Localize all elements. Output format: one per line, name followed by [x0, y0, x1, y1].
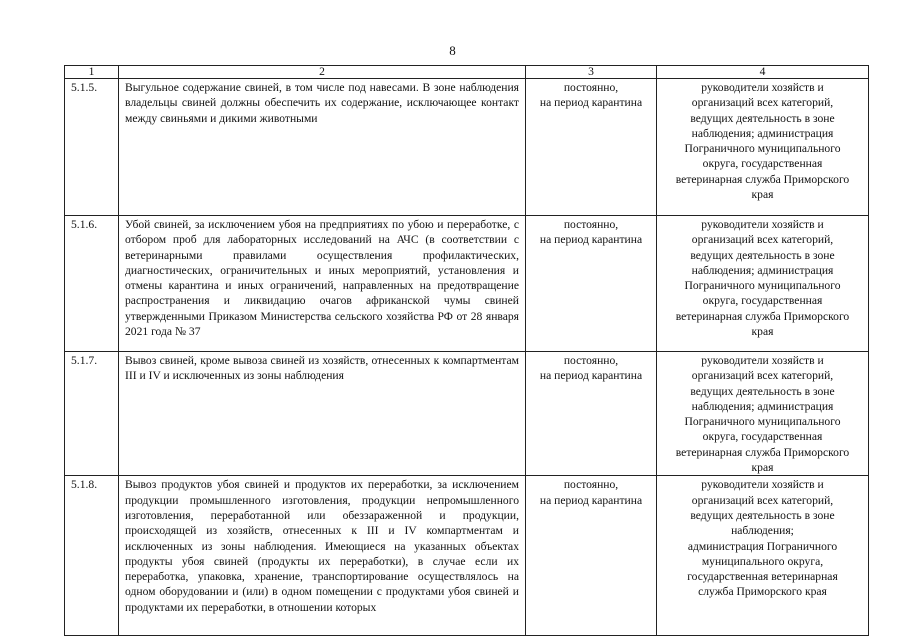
responsible-line: края — [751, 461, 774, 475]
responsible-line: наблюдения; — [731, 524, 794, 538]
term-line: на период карантина — [539, 233, 643, 247]
measures-table — [64, 65, 869, 636]
responsible-line: края — [751, 188, 774, 202]
term-line: постоянно, — [563, 81, 619, 94]
measure-description: Вывоз продуктов убоя свиней и продуктов их переработки, за исключением продукции промышленного изготовления, продукции непромышленного изготовления, переработанной или обеззараженной и продукции, происходящей из хозяйств, отнесенных к III и IV компартментам и исключенных из зоны наблюдения. Имеющиеся на указанных объектах продукты убоя свиней (продукты их переработки), в случае если их переработка, упаковка, хранение, транспортирование осуществлялось на одном оборудовании и (или) в одном помещении с продуктами убоя свиней и продуктами их переработки, в отношении которых — [119, 476, 526, 636]
column-header-2: 2 — [119, 66, 526, 79]
term-cell — [526, 352, 657, 476]
responsible-line: Пограничного муниципального — [684, 415, 841, 429]
responsible-cell — [657, 216, 869, 352]
responsible-line: ветеринарная служба Приморского — [675, 309, 850, 323]
column-header-1: 1 — [65, 66, 119, 79]
responsible-cell — [657, 79, 869, 216]
responsible-line: организаций всех категорий, — [691, 96, 834, 110]
measure-description: Убой свиней, за исключением убоя на предприятиях по убою и переработке, с отбором проб для лабораторных исследований на АЧС (в соответствии с ветеринарными правилами осуществления профилактических, диагностических, ограничительных и иных мероприятий, установления и отмены карантина и иных ограничений, направленных на предотвращение распространения и ликвидацию очагов африканской чумы свиней утвержденными Приказом Министерства сельского хозяйства РФ от 28 января 2021 года № 37 — [119, 216, 526, 352]
responsible-line: государственная ветеринарная — [687, 570, 838, 584]
responsible-line: администрация Пограничного — [687, 539, 838, 553]
responsible-line: руководители хозяйств и — [701, 218, 824, 231]
responsible-line: организаций всех категорий, — [691, 493, 834, 507]
measure-description: Выгульное содержание свиней, в том числе под навесами. В зоне наблюдения владельцы свиней должны обеспечить их содержание, исключающее контакт между свиньями и дикими животными — [119, 79, 526, 216]
term-line: на период карантина — [539, 369, 643, 383]
page-number: 8 — [449, 43, 456, 58]
responsible-line: ведущих деятельность в зоне — [690, 248, 835, 262]
table-row — [65, 216, 869, 352]
responsible-line: муниципального округа, — [701, 554, 824, 568]
responsible-line: ветеринарная служба Приморского — [675, 445, 850, 459]
responsible-cell — [657, 352, 869, 476]
term-line: постоянно, — [563, 218, 619, 231]
measure-description: Вывоз свиней, кроме вывоза свиней из хозяйств, отнесенных к компартментам III и IV и исключенных из зоны наблюдения — [119, 352, 526, 476]
table-row — [65, 352, 869, 476]
term-line: на период карантина — [539, 493, 643, 507]
responsible-line: Пограничного муниципального — [684, 279, 841, 293]
term-line: постоянно, — [563, 354, 619, 367]
responsible-line: руководители хозяйств и — [701, 354, 824, 367]
item-number: 5.1.7. — [65, 352, 119, 476]
responsible-line: края — [751, 325, 774, 339]
item-number: 5.1.6. — [65, 216, 119, 352]
table-row — [65, 476, 869, 636]
responsible-line: округа, государственная — [702, 430, 823, 444]
responsible-line: Пограничного муниципального — [684, 142, 841, 156]
responsible-line: организаций всех категорий, — [691, 233, 834, 247]
responsible-line: организаций всех категорий, — [691, 369, 834, 383]
column-header-4: 4 — [657, 66, 869, 79]
responsible-line: ведущих деятельность в зоне — [690, 111, 835, 125]
responsible-line: ведущих деятельность в зоне — [690, 384, 835, 398]
term-cell — [526, 476, 657, 636]
responsible-line: округа, государственная — [702, 294, 823, 308]
item-number: 5.1.5. — [65, 79, 119, 216]
responsible-line: наблюдения; администрация — [691, 126, 834, 140]
column-header-3: 3 — [526, 66, 657, 79]
term-line: постоянно, — [563, 478, 619, 492]
responsible-line: наблюдения; администрация — [691, 263, 834, 277]
term-cell — [526, 216, 657, 352]
responsible-line: руководители хозяйств и — [701, 478, 824, 492]
responsible-cell — [657, 476, 869, 636]
term-line: на период карантина — [539, 96, 643, 110]
responsible-line: ведущих деятельность в зоне — [690, 508, 835, 522]
term-cell — [526, 79, 657, 216]
responsible-line: наблюдения; администрация — [691, 399, 834, 413]
header-row — [65, 66, 869, 79]
responsible-line: руководители хозяйств и — [701, 81, 824, 94]
responsible-line: служба Приморского края — [698, 585, 827, 599]
item-number: 5.1.8. — [65, 476, 119, 636]
responsible-line: ветеринарная служба Приморского — [675, 172, 850, 186]
table-row — [65, 79, 869, 216]
responsible-line: округа, государственная — [702, 157, 823, 171]
